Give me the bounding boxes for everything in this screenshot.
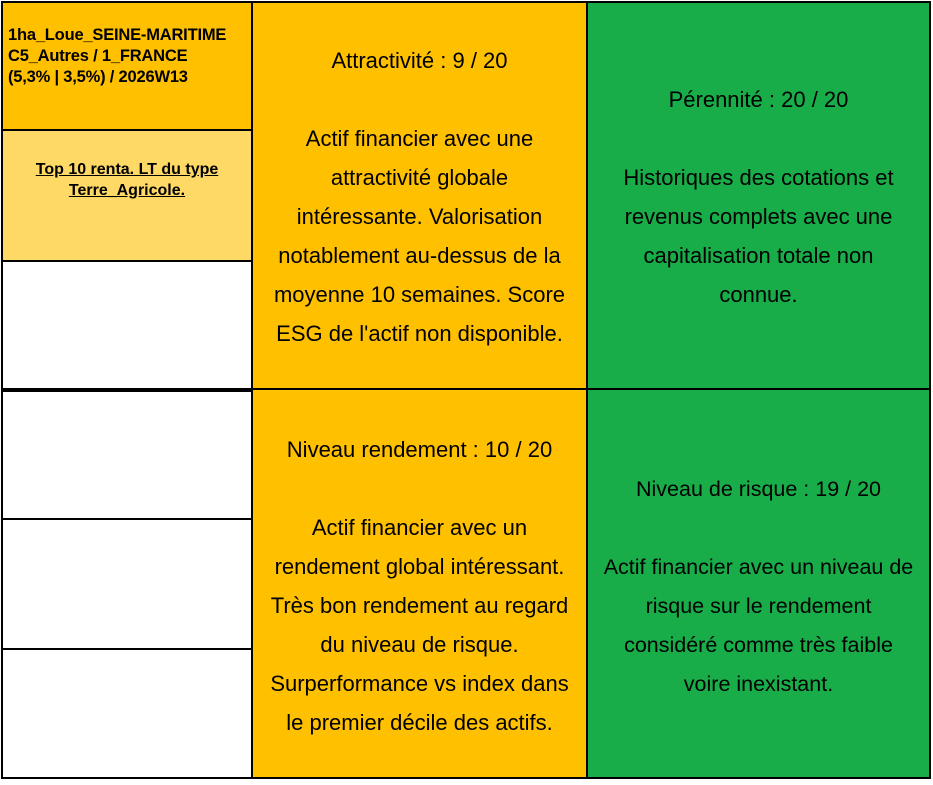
attractivite-line: ESG de l'actif non disponible.	[276, 321, 563, 346]
risque-line: voire inexistant.	[683, 672, 834, 696]
asset-category: C5_Autres / 1_FRANCE	[8, 47, 188, 65]
perennite-block	[588, 80, 929, 314]
perennite-title: Pérennité : 20 / 20	[668, 87, 849, 112]
rendement-cell	[251, 388, 588, 779]
attractivite-line: intéressante. Valorisation	[296, 204, 543, 229]
attractivite-title: Attractivité : 9 / 20	[331, 48, 508, 73]
ranking-cell	[1, 129, 253, 262]
rendement-title: Niveau rendement : 10 / 20	[286, 437, 553, 462]
rendement-line: du niveau de risque.	[320, 632, 519, 657]
attractivite-line: attractivité globale	[330, 165, 509, 190]
empty-cell-3	[1, 518, 253, 650]
rendement-block	[253, 430, 586, 742]
empty-cell-2	[1, 390, 253, 520]
risque-line: considéré comme très faible	[624, 633, 893, 657]
ranking-line-2: Terre_Agricole.	[68, 182, 186, 199]
rendement-line: Surperformance vs index dans	[270, 671, 569, 696]
attractivite-cell	[251, 1, 588, 390]
risque-block	[588, 470, 929, 704]
rendement-line: Très bon rendement au regard	[270, 593, 569, 618]
asset-header-text	[8, 25, 226, 88]
risque-line: Actif financier avec un niveau de	[603, 555, 914, 579]
perennite-line: Historiques des cotations et	[623, 165, 894, 190]
perennite-line: capitalisation totale non	[643, 243, 874, 268]
rendement-line: le premier décile des actifs.	[286, 710, 553, 735]
asset-rates-week: (5,3% | 3,5%) / 2026W13	[8, 68, 188, 86]
ranking-text	[3, 159, 251, 201]
asset-name: 1ha_Loue_SEINE-MARITIME	[8, 26, 227, 44]
empty-cell-1	[1, 260, 253, 390]
empty-cell-4	[1, 648, 253, 779]
attractivite-line: moyenne 10 semaines. Score	[273, 282, 566, 307]
risque-title: Niveau de risque : 19 / 20	[635, 477, 881, 501]
rendement-line: rendement global intéressant.	[274, 554, 565, 579]
asset-header-cell	[1, 1, 253, 131]
rendement-line: Actif financier avec un	[311, 515, 528, 540]
attractivite-line: notablement au-dessus de la	[278, 243, 561, 268]
perennite-line: revenus complets avec une	[624, 204, 893, 229]
ranking-line-1: Top 10 renta. LT du type	[35, 161, 219, 178]
risque-cell	[586, 388, 931, 779]
perennite-cell	[586, 1, 931, 390]
risque-line: risque sur le rendement	[645, 594, 872, 618]
perennite-line: connue.	[719, 282, 798, 307]
attractivite-line: Actif financier avec une	[305, 126, 534, 151]
attractivite-block	[253, 41, 586, 353]
